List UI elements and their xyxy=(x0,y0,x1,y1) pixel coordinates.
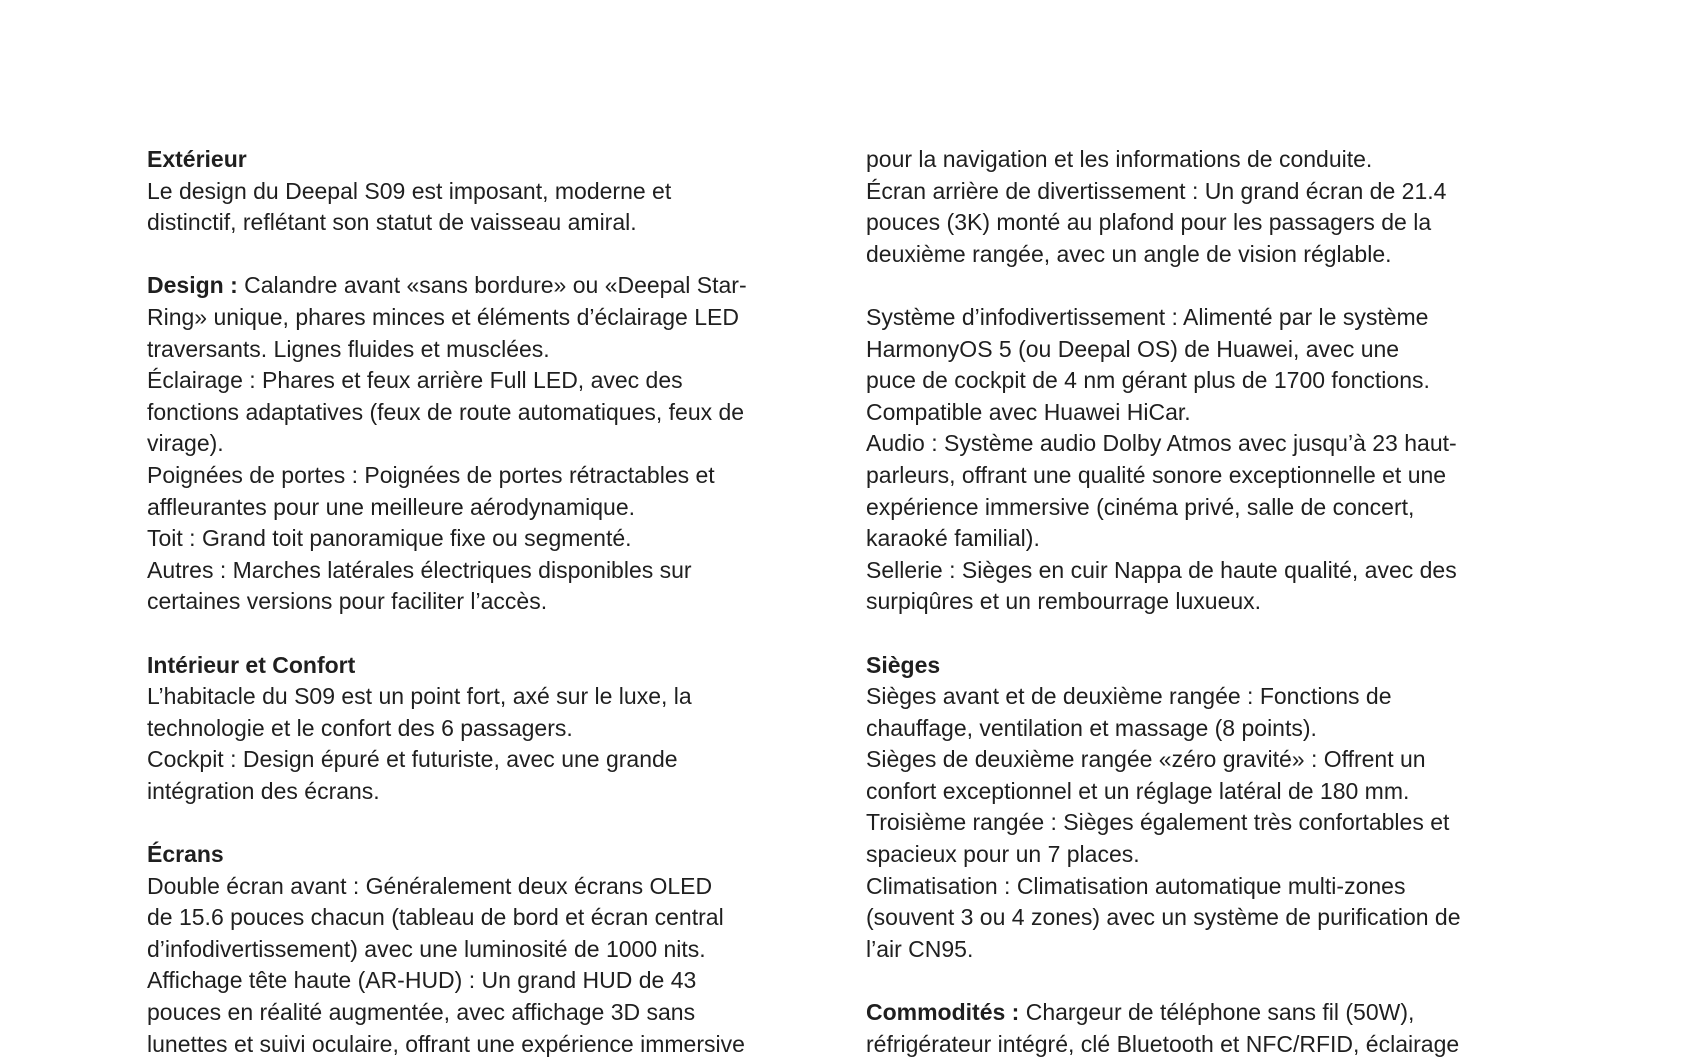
paragraph-line: affleurantes pour une meilleure aérodynamique. xyxy=(147,493,635,520)
paragraph-line: pouces en réalité augmentée, avec affichage 3D sans xyxy=(147,999,696,1026)
paragraph-line: Écran arrière de divertissement : Un grand écran de 21.4 xyxy=(866,177,1447,204)
section-heading-interior: Intérieur et Confort xyxy=(147,651,356,678)
paragraph-line: Sièges de deuxième rangée «zéro gravité» : Offrent un xyxy=(866,746,1426,773)
paragraph-line: deuxième rangée, avec un angle de vision réglable. xyxy=(866,240,1392,267)
paragraph-line: intégration des écrans. xyxy=(147,777,380,804)
paragraph-line: traversants. Lignes fluides et musclées. xyxy=(147,335,550,362)
paragraph-line: Sellerie : Sièges en cuir Nappa de haute qualité, avec des xyxy=(866,556,1457,583)
paragraph-line: pour la navigation et les informations de conduite. xyxy=(866,146,1373,172)
design-label: Design : xyxy=(147,272,238,299)
paragraph-line: L’habitacle du S09 est un point fort, axé sur le luxe, la xyxy=(147,683,692,710)
paragraph-line: Autres : Marches latérales électriques disponibles sur xyxy=(147,556,692,583)
left-column xyxy=(147,144,847,1060)
amenities-text: Chargeur de téléphone sans fil (50W), xyxy=(1019,999,1415,1026)
paragraph-line: distinctif, reflétant son statut de vaisseau amiral. xyxy=(147,209,637,236)
paragraph-spacer xyxy=(147,239,847,271)
paragraph-spacer xyxy=(147,618,847,650)
paragraph-line: d’infodivertissement) avec une luminosité de 1000 nits. xyxy=(147,935,706,962)
paragraph-line: Troisième rangée : Sièges également très confortables et xyxy=(866,809,1450,836)
paragraph-spacer xyxy=(866,618,1566,650)
paragraph-line: parleurs, offrant une qualité sonore exceptionnelle et une xyxy=(866,461,1447,488)
paragraph-line: surpiqûres et un rembourrage luxueux. xyxy=(866,588,1262,615)
paragraph-line: Sièges avant et de deuxième rangée : Fonctions de xyxy=(866,683,1392,710)
paragraph-line: de 15.6 pouces chacun (tableau de bord et écran central xyxy=(147,904,724,931)
paragraph-line: Toit : Grand toit panoramique fixe ou segmenté. xyxy=(147,525,632,552)
paragraph-line: Système d’infodivertissement : Alimenté par le système xyxy=(866,303,1429,330)
paragraph-line xyxy=(147,270,847,302)
section-heading-seats: Sièges xyxy=(866,651,941,678)
paragraph-line: lunettes et suivi oculaire, offrant une expérience immersive xyxy=(147,1030,745,1057)
paragraph-line: Climatisation : Climatisation automatique multi-zones xyxy=(866,872,1406,899)
paragraph-line: virage). xyxy=(147,430,224,457)
paragraph-line: confort exceptionnel et un réglage latéral de 180 mm. xyxy=(866,777,1410,804)
paragraph-spacer xyxy=(866,270,1566,302)
right-column xyxy=(866,144,1566,1060)
paragraph-line: (souvent 3 ou 4 zones) avec un système de purification de xyxy=(866,904,1461,931)
amenities-label: Commodités : xyxy=(866,999,1020,1026)
section-heading-screens: Écrans xyxy=(147,841,224,868)
paragraph-line: l’air CN95. xyxy=(866,935,974,962)
paragraph-line: expérience immersive (cinéma privé, salle de concert, xyxy=(866,493,1415,520)
design-text: Calandre avant «sans bordure» ou «Deepal Star- xyxy=(237,272,747,299)
paragraph-line: pouces (3K) monté au plafond pour les passagers de la xyxy=(866,209,1432,236)
paragraph-line: Poignées de portes : Poignées de portes rétractables et xyxy=(147,461,715,488)
paragraph-line: spacieux pour un 7 places. xyxy=(866,841,1140,868)
paragraph-line: Ring» unique, phares minces et éléments d’éclairage LED xyxy=(147,303,739,330)
section-heading-exterior: Extérieur xyxy=(147,146,247,172)
paragraph-line: technologie et le confort des 6 passagers. xyxy=(147,714,573,741)
paragraph-line: certaines versions pour faciliter l’accès. xyxy=(147,588,548,615)
paragraph-line xyxy=(866,997,1566,1029)
paragraph-line: réfrigérateur intégré, clé Bluetooth et NFC/RFID, éclairage xyxy=(866,1030,1460,1057)
paragraph-line: Affichage tête haute (AR-HUD) : Un grand HUD de 43 xyxy=(147,967,697,994)
paragraph-line: puce de cockpit de 4 nm gérant plus de 1700 fonctions. xyxy=(866,367,1430,394)
paragraph-line: Le design du Deepal S09 est imposant, moderne et xyxy=(147,177,672,204)
paragraph-line: Double écran avant : Généralement deux écrans OLED xyxy=(147,872,713,899)
paragraph-line: Compatible avec Huawei HiCar. xyxy=(866,398,1191,425)
paragraph-line: chauffage, ventilation et massage (8 points). xyxy=(866,714,1317,741)
paragraph-line: Cockpit : Design épuré et futuriste, avec une grande xyxy=(147,746,678,773)
paragraph-spacer xyxy=(147,807,847,839)
paragraph-line: Éclairage : Phares et feux arrière Full LED, avec des xyxy=(147,367,683,394)
paragraph-line: Audio : Système audio Dolby Atmos avec jusqu’à 23 haut- xyxy=(866,430,1457,457)
paragraph-spacer xyxy=(866,965,1566,997)
paragraph-line: karaoké familial). xyxy=(866,525,1040,552)
paragraph-line: fonctions adaptatives (feux de route automatiques, feux de xyxy=(147,398,745,425)
paragraph-line: HarmonyOS 5 (ou Deepal OS) de Huawei, avec une xyxy=(866,335,1400,362)
